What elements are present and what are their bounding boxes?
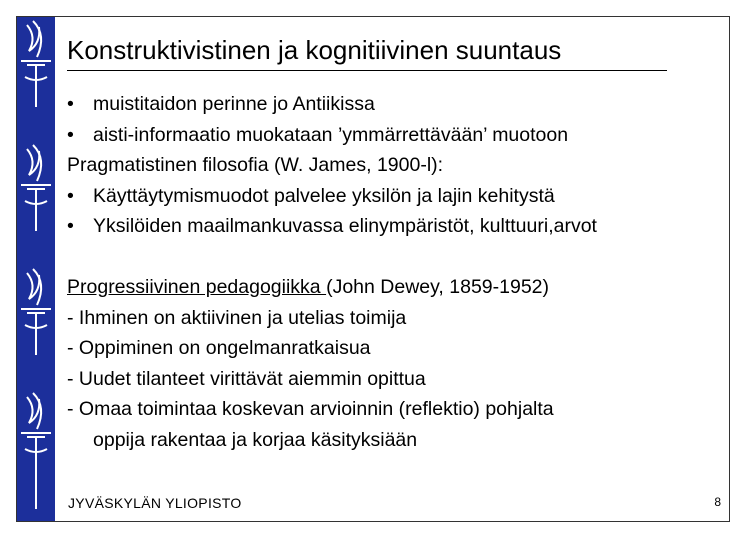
list-item: • aisti-informaatio muokataan ’ymmärrettävään’ muotoon (67, 120, 597, 151)
underlined-heading: Progressiivinen pedagogiikka (67, 276, 327, 298)
spacer (67, 242, 597, 273)
title-underline (67, 70, 667, 71)
sidebar-band (17, 17, 55, 521)
slide (16, 16, 730, 522)
slide-body (67, 89, 597, 455)
page-number: 8 (714, 495, 721, 509)
bullet-icon: • (67, 215, 74, 237)
section-heading: Progressiivinen pedagogiikka (John Dewey, 1859-1952) (67, 276, 550, 298)
university-emblem-icon (17, 17, 55, 523)
bullet-icon: • (67, 184, 74, 207)
bullet-icon: • (67, 93, 74, 115)
list-item: - Ihminen on aktiivinen ja utelias toimija (67, 306, 407, 329)
list-item-continuation: oppija rakentaa ja korjaa käsityksiään (93, 428, 418, 451)
list-item: - Omaa toimintaa koskevan arvioinnin (reflektio) pohjalta (67, 398, 554, 420)
list-item: • Yksilöiden maailmankuvassa elinympäristöt, kulttuuri,arvot (67, 211, 597, 242)
slide-title: Konstruktivistinen ja kognitiivinen suuntaus (67, 35, 562, 65)
list-item: - Uudet tilanteet virittävät aiemmin opittua (67, 367, 426, 390)
list-item: • muistitaidon perinne jo Antiikissa (67, 89, 597, 120)
footer-university-name: JYVÄSKYLÄN YLIOPISTO (68, 495, 242, 511)
subheading: Pragmatistinen filosofia (W. James, 1900-l): (67, 154, 444, 176)
bullet-icon: • (67, 123, 74, 146)
list-item: • Käyttäytymismuodot palvelee yksilön ja lajin kehitystä (67, 181, 597, 212)
list-item: - Oppiminen on ongelmanratkaisua (67, 337, 371, 359)
slide-content (67, 17, 721, 521)
